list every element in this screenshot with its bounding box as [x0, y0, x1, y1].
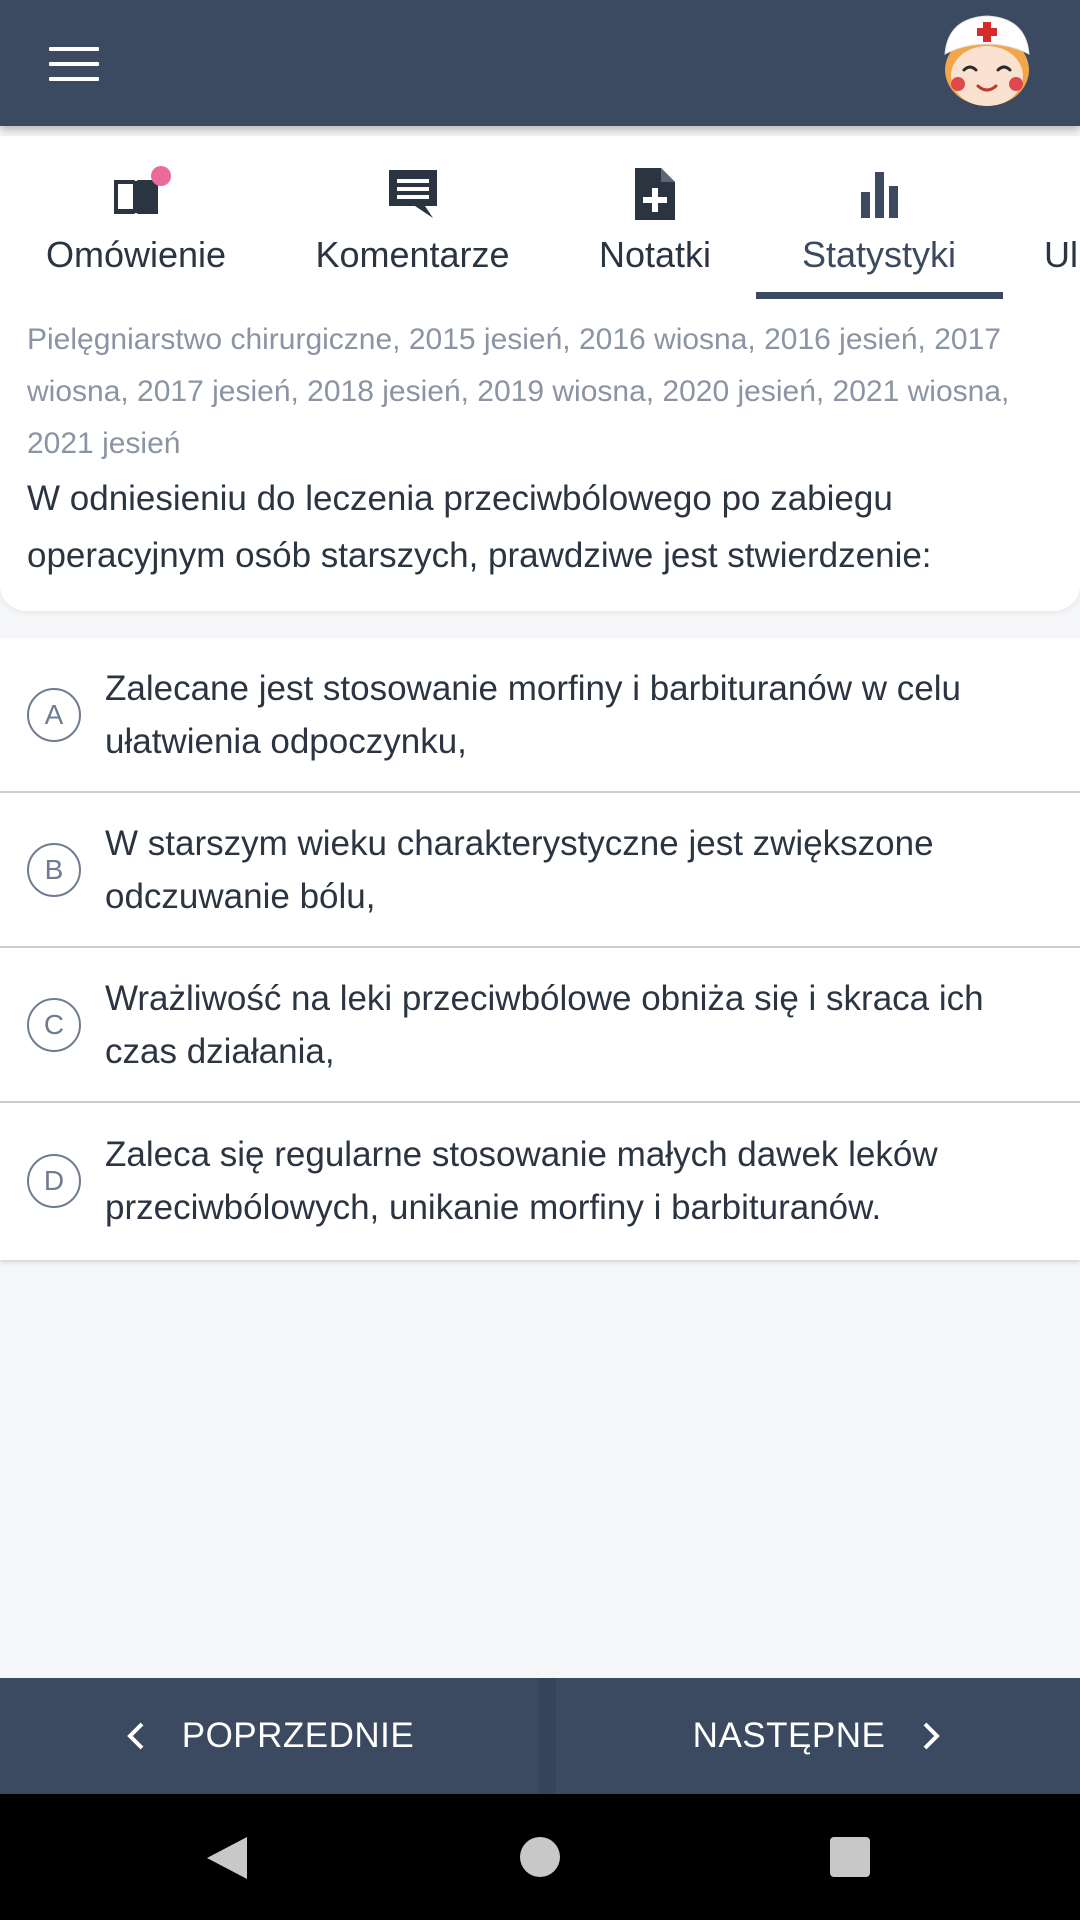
notification-badge [151, 166, 171, 186]
previous-label: POPRZEDNIE [181, 1716, 415, 1755]
answer-letter: A [27, 688, 81, 742]
answer-list [0, 638, 1080, 1260]
active-tab-indicator [756, 292, 1003, 299]
tab-label: Omówienie [45, 234, 227, 275]
add-note-icon [627, 166, 683, 222]
answer-text: Zalecane jest stosowanie morfiny i barbituranów w celu ułatwienia odpoczynku, [105, 668, 961, 761]
answer-letter: D [27, 1154, 81, 1208]
tab-label: Ul [1044, 234, 1078, 275]
question-card [0, 136, 1080, 611]
tab-label: Komentarze [315, 234, 510, 275]
bar-chart-icon [851, 166, 907, 222]
nav-divider [538, 1678, 556, 1794]
question-categories: Pielęgniarstwo chirurgiczne, 2015 jesień, 2016 wiosna, 2016 jesień, 2017 wiosna, 2017 jesień, 2018 jesień, 2019 wiosna, 2020 jesień, 2021 wiosna, 2021 jesień [27, 323, 1010, 460]
back-icon[interactable] [205, 1835, 249, 1881]
next-label: NASTĘPNE [692, 1716, 886, 1755]
tab-omowienie[interactable] [27, 136, 245, 300]
previous-button[interactable] [0, 1678, 538, 1794]
tab-partial[interactable] [1044, 136, 1080, 300]
answer-letter: C [27, 998, 81, 1052]
app-bar [0, 0, 1080, 126]
tab-statystyki[interactable] [779, 136, 979, 300]
answer-text: W starszym wieku charakterystyczne jest zwiększone odczuwanie bólu, [105, 823, 934, 916]
comment-icon [385, 166, 441, 222]
answer-option-b[interactable] [0, 793, 1080, 948]
home-icon[interactable] [520, 1837, 560, 1877]
next-button[interactable] [556, 1678, 1080, 1794]
tab-notatki[interactable] [585, 136, 725, 300]
hamburger-menu-icon[interactable] [49, 47, 99, 81]
bottom-navigation [0, 1678, 1080, 1794]
nurse-mascot-icon[interactable] [940, 14, 1034, 108]
answer-option-c[interactable] [0, 948, 1080, 1103]
answer-letter: B [27, 843, 81, 897]
chevron-right-icon [919, 1721, 943, 1751]
answer-text: Wrażliwość na leki przeciwbólowe obniża się i skraca ich czas działania, [105, 978, 984, 1071]
answer-option-a[interactable] [0, 638, 1080, 793]
answer-option-d[interactable] [0, 1103, 1080, 1258]
chevron-left-icon [124, 1721, 148, 1751]
tab-label: Notatki [598, 234, 712, 275]
tab-komentarze[interactable] [305, 136, 520, 300]
answer-text: Zaleca się regularne stosowanie małych dawek leków przeciwbólowych, unikanie morfiny i barbituranów. [105, 1134, 938, 1227]
question-text: W odniesieniu do leczenia przeciwbólowego po zabiegu operacyjnym osób starszych, prawdziwe jest stwierdzenie: [27, 479, 932, 575]
recent-apps-icon[interactable] [830, 1837, 870, 1877]
tab-label: Statystyki [801, 234, 957, 275]
tab-bar [0, 136, 1080, 300]
